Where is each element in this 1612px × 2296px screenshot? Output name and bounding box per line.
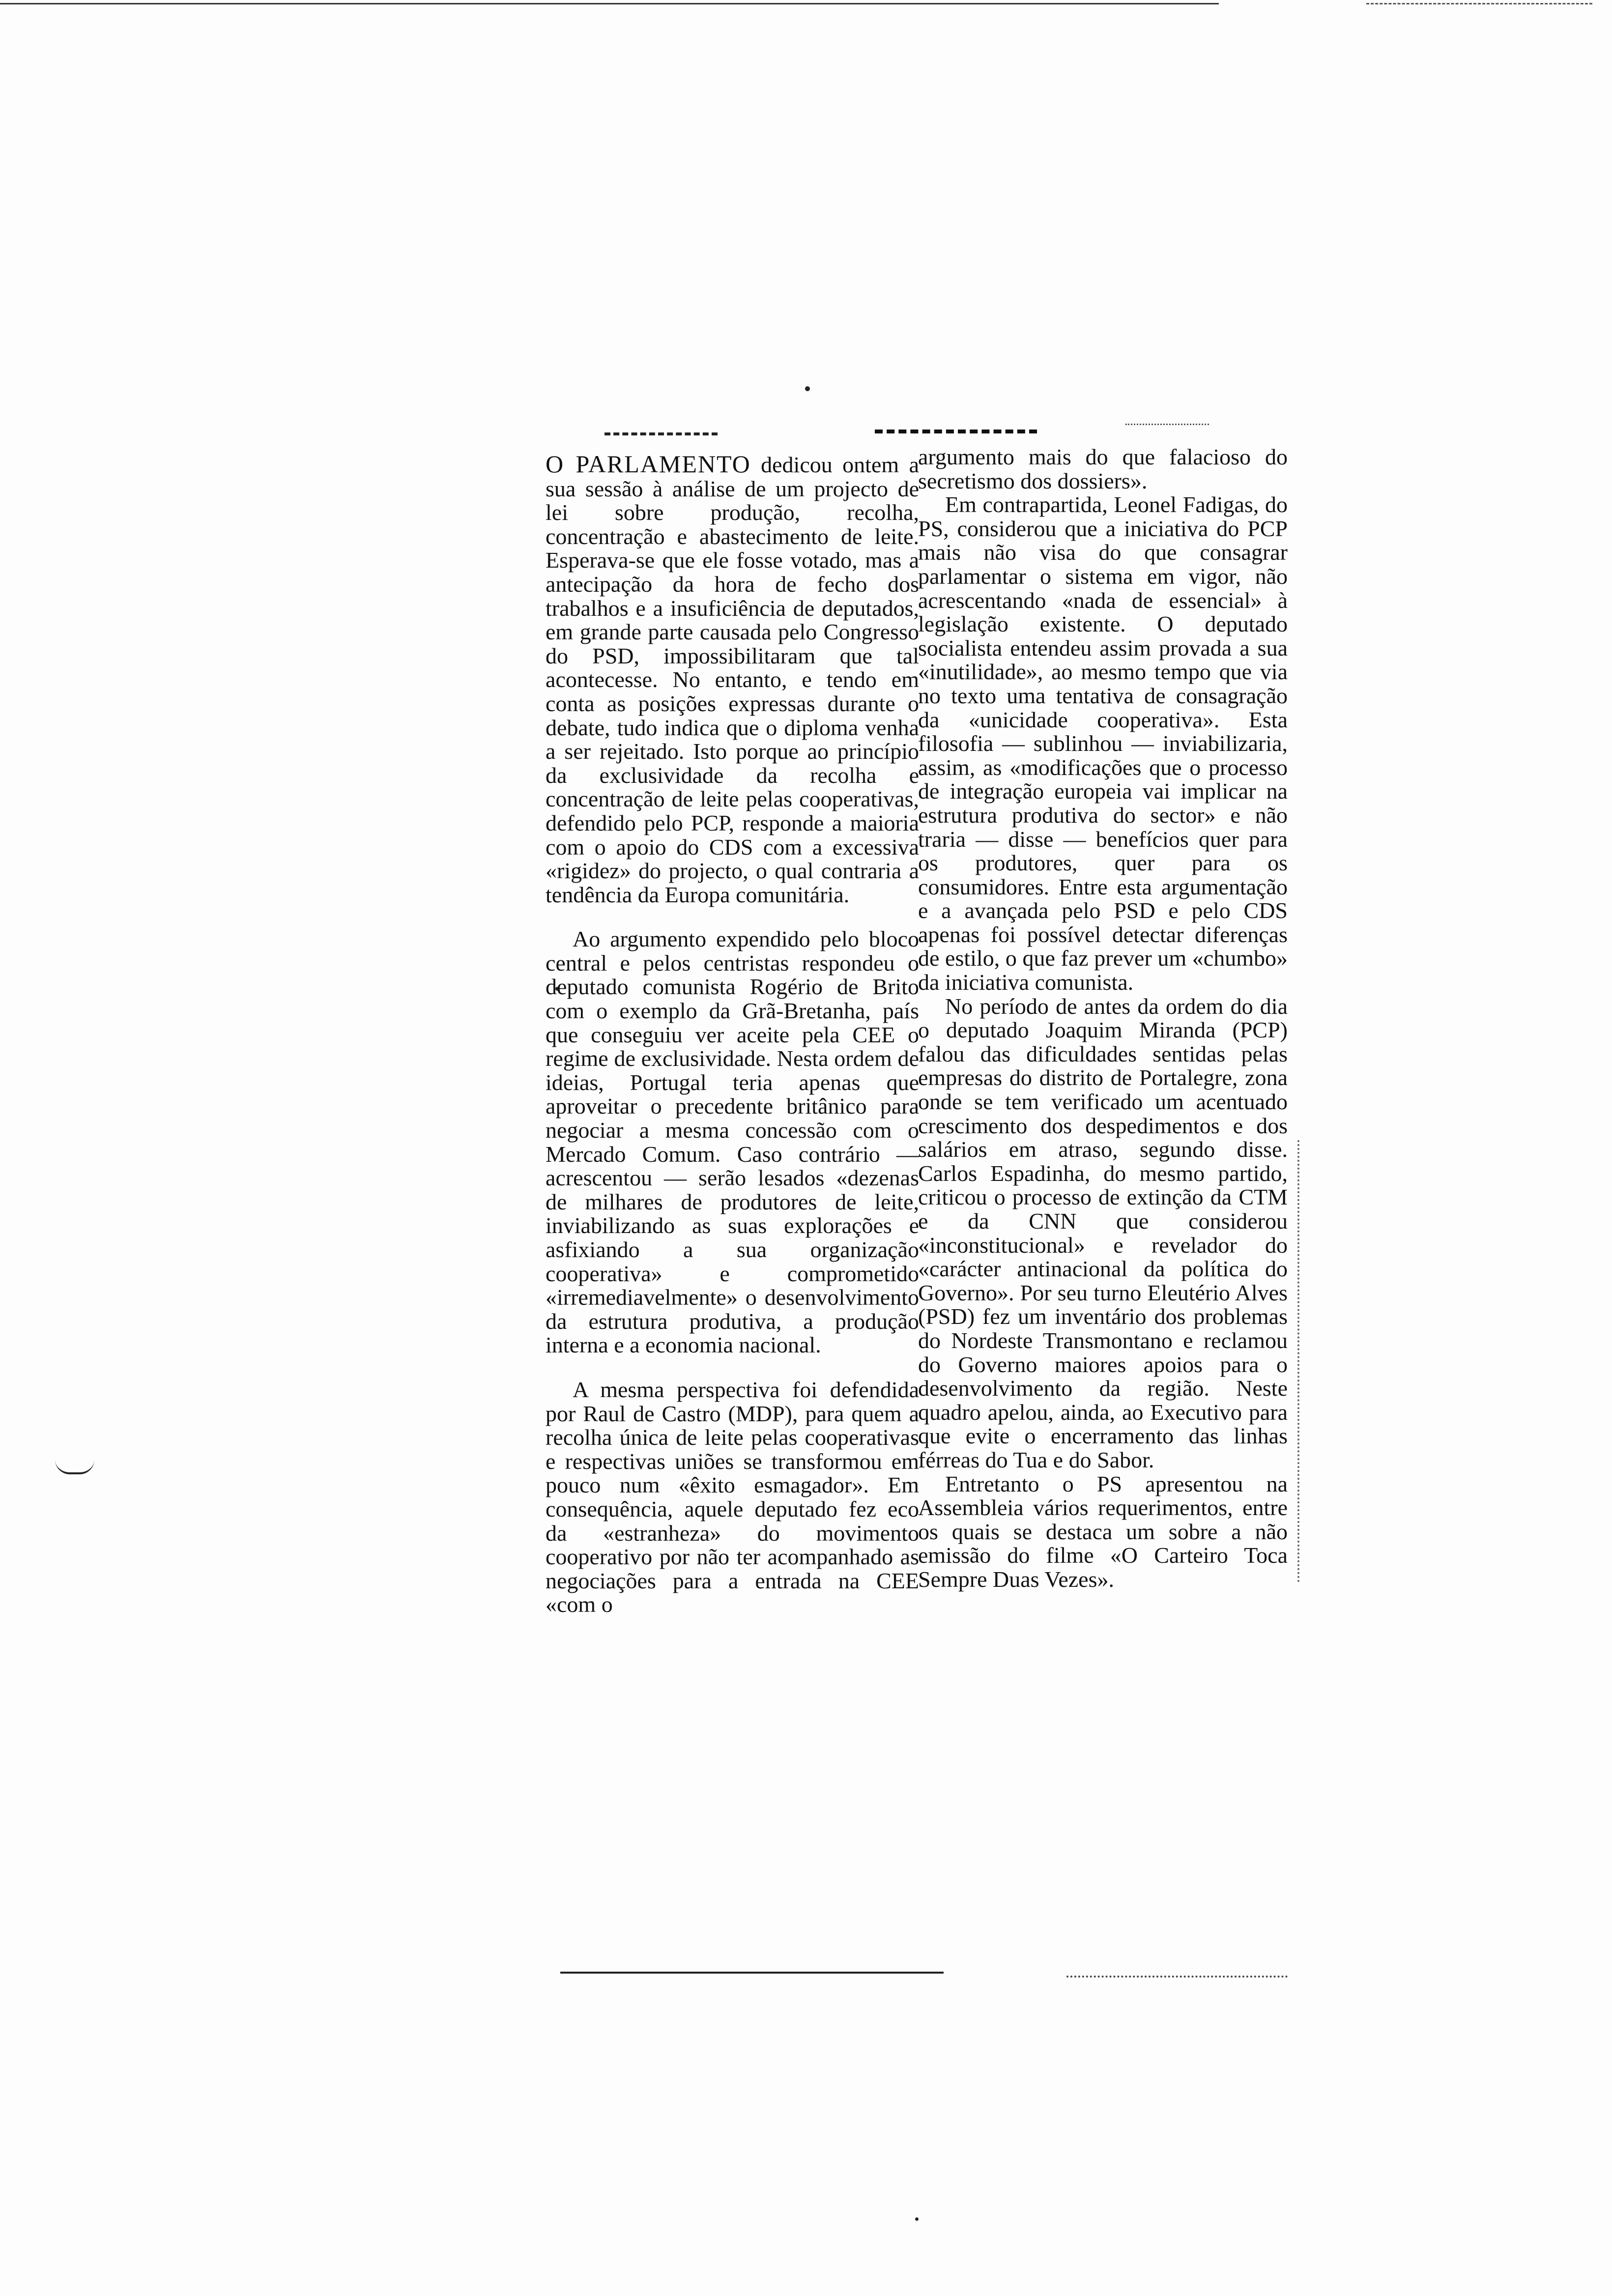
article-column-right [918,445,1288,1592]
article-paragraph: A mesma perspectiva foi defendida por Raul de Castro (MDP), para quem a recolha única de leite pelas cooperativas e respectivas uniões se transformou em pouco num «êxito esmagador». Em consequência, aquele deputado fez eco da «estranheza» do movimento cooperativo por não ter acompanhado as negociações para a entrada na CEE «com o [546,1377,919,1617]
clipping-edge-bottom [560,1972,944,1974]
scan-edge-line [0,3,1219,4]
clipping-edge-top-far [1125,424,1209,425]
article-paragraph [546,452,919,907]
clipping-edge-top-left [604,432,718,435]
article-column-left [546,452,919,1617]
article-paragraph-text: dedicou ontem a sua sessão à análise de um projecto de lei sobre produção, recolha, concentração e abastecimento de leite. Esperava-se que ele fosse votado, mas a antecipação da hora de fecho dos trabalhos e a insuficiência de deputados, em grande parte causada pelo Congresso do PSD, impossibilitaram que tal acontecesse. No entanto, e tendo em conta as posições expressas durante o debate, tudo indica que o diploma venha a ser rejeitado. Isto porque ao princípio da exclusividade da recolha e concentração de leite pelas cooperativas, defendido pelo PCP, responde a maioria com o apoio do CDS com a excessiva «rigidez» do projecto, o qual contraria a tendência da Europa comunitária. [546,452,919,907]
page-edge-mark [55,1460,94,1474]
article-lead-word: O PARLAMENTO [546,450,751,478]
article-paragraph-continued: argumento mais do que falacioso do secretismo dos dossiers». [918,444,1288,493]
clipping-edge-top-right [875,430,1037,433]
article-paragraph: Entretanto o PS apresentou na Assembleia vários requerimentos, entre os quais se destaca um sobre a não emissão do filme «O Carteiro Toca Sempre Duas Vezes». [918,1471,1288,1592]
speck-dot [915,2217,919,2221]
article-paragraph: Ao argumento expendido pelo bloco central e pelos centristas respondeu o deputado comunista Rogério de Brito com o exemplo da Grã-Bretanha, país que conseguiu ver aceite pela CEE o regime de exclusividade. Nesta ordem de ideias, Portugal teria apenas que aproveitar o precedente britânico para negociar a mesma concessão com o Mercado Comum. Caso contrário — acrescentou — serão lesados «dezenas de milhares de produtores de leite, inviabilizando as suas explorações e asfixiando a sua organização cooperativa» e comprometido «irremediavelmente» o desenvolvimento da estrutura produtiva, a produção interna e a economia nacional. [546,926,919,1358]
clipping-edge-bottom-right [1066,1976,1288,1978]
speck-dot [805,386,810,391]
article-paragraph: No período de antes da ordem do dia o deputado Joaquim Miranda (PCP) falou das dificuldades sentidas pelas empresas do distrito de Portalegre, zona onde se tem verificado um acentuado crescimento dos despedimentos e dos salários em atraso, segundo disse. Carlos Espadinha, do mesmo partido, criticou o processo de extinção da CTM e da CNN que considerou «inconstitucional» e revelador do «carácter antinacional da política do Governo». Por seu turno Eleutério Alves (PSD) fez um inventário dos problemas do Nordeste Transmontano e reclamou do Governo maiores apoios para o desenvolvimento da região. Neste quadro apelou, ainda, ao Executivo para que evite o encerramento das linhas férreas do Tua e do Sabor. [918,993,1288,1472]
article-paragraph: Em contrapartida, Leonel Fadigas, do PS, considerou que a iniciativa do PCP mais não visa do que consagrar parlamentar o sistema em vigor, não acrescentando «nada de essencial» à legislação existente. O deputado socialista entendeu assim provada a sua «inutilidade», ao mesmo tempo que via no texto uma tentativa de consagração da «unicidade cooperativa». Esta filosofia — sublinhou — inviabilizaria, assim, as «modificações que o processo de integração europeia vai implicar na estrutura produtiva do sector» e não traria — disse — benefícios quer para os produtores, quer para os consumidores. Entre esta argumentação e a avançada pelo PSD e pelo CDS apenas foi possível detectar diferenças de estilo, o que faz prever um «chumbo» da iniciativa comunista. [918,492,1288,995]
scan-edge-dashes [1366,3,1592,5]
